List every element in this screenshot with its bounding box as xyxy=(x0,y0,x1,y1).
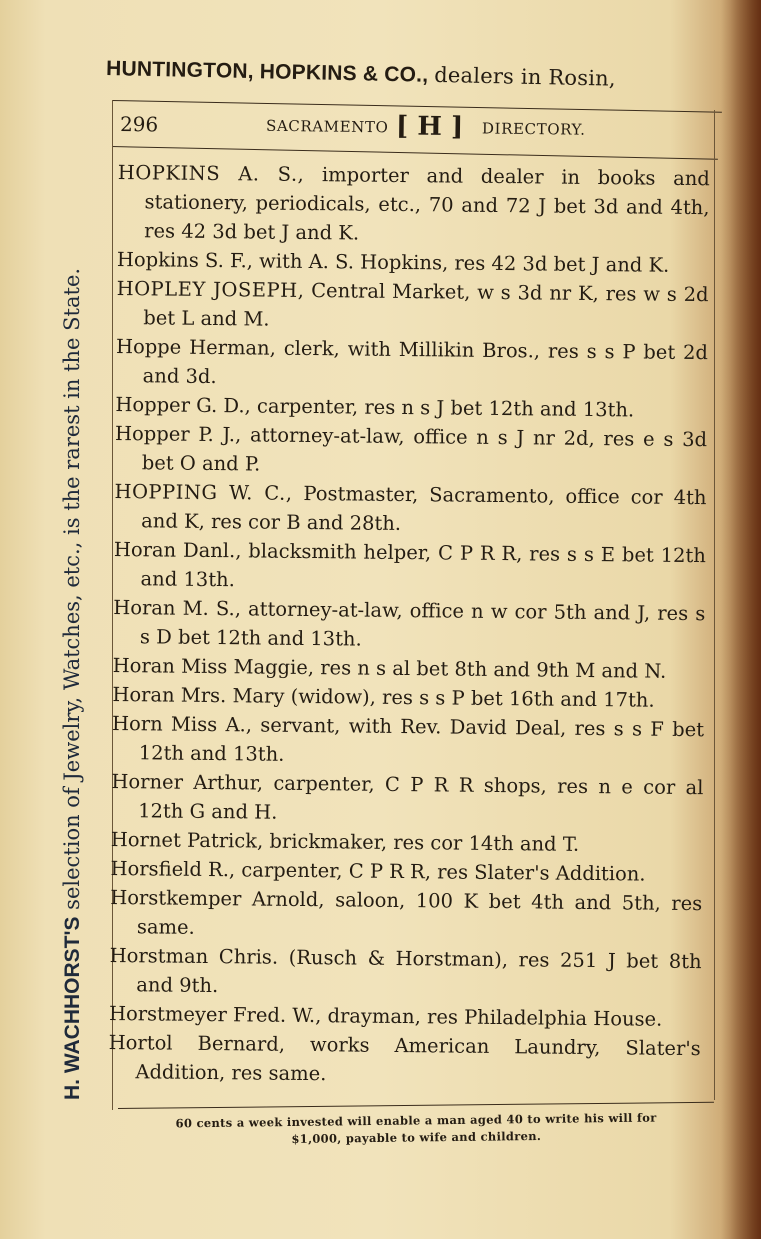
directory-entry xyxy=(117,158,710,251)
directory-entry xyxy=(110,883,703,947)
entry-text: attorney-at-law, office n w cor 5th and J, res s s D bet 12th and 13th. xyxy=(139,597,706,651)
entry-text: works American Laundry, Slater's Addition, res same. xyxy=(135,1032,701,1086)
entry-name: Hopkins S. F., xyxy=(116,247,254,273)
entry-text: carpenter, C P R R shops, res n e cor al 12th G and H. xyxy=(138,771,704,824)
entry-text: carpenter, res n s J bet 12th and 13th. xyxy=(250,394,635,422)
side-advert-name: H. WACHHORST'S xyxy=(61,916,84,1100)
directory-entries xyxy=(108,158,710,1104)
entry-text: brickmaker, res cor 14th and T. xyxy=(263,829,580,856)
entry-text: attorney-at-law, office n s J nr 2d, res e s 3d bet O and P. xyxy=(141,423,708,476)
entry-text: Central Market, w s 3d nr K, res w s 2d bet L and M. xyxy=(143,278,709,331)
entry-name: Hortol Bernard, xyxy=(108,1030,286,1056)
running-head-title: DIRECTORY. xyxy=(481,119,586,139)
side-advertisement xyxy=(60,110,100,1100)
directory-entry xyxy=(111,767,704,831)
directory-entry xyxy=(116,332,709,396)
entry-name: Hopper G. D., xyxy=(115,392,251,418)
right-vertical-rule xyxy=(714,110,715,1100)
entry-text: importer and dealer in books and stationery, periodicals, etc., 70 and 72 J bet 3d and 4th, res 42 3d bet J and K. xyxy=(144,162,710,245)
book-spine-shadow xyxy=(721,0,761,1239)
entry-text: res n s al bet 8th and 9th M and N. xyxy=(313,656,667,683)
entry-text: blacksmith helper, C P R R, res s s E bet 12th and 13th. xyxy=(140,539,706,592)
entry-name: Hornet Patrick, xyxy=(110,827,264,853)
entry-name: Horstman Chris. xyxy=(109,943,279,969)
entry-name: Horan Danl., xyxy=(113,537,242,563)
page-number: 296 xyxy=(119,112,159,137)
entry-name: Hopper P. J., xyxy=(114,421,242,447)
top-advert-tail: dealers in Rosin, xyxy=(434,62,617,91)
entry-text: saloon, 100 K bet 4th and 5th, res same. xyxy=(136,888,703,939)
entry-text: servant, with Rev. David Deal, res s s F bet 12th and 13th. xyxy=(138,713,705,766)
directory-entry xyxy=(112,709,705,773)
running-head xyxy=(120,108,720,151)
top-advert-firm: HUNTINGTON, HOPKINS & CO., xyxy=(105,57,429,87)
directory-entry xyxy=(113,593,706,657)
entry-name: Horn Miss A., xyxy=(111,711,253,737)
entry-name: Horstmeyer Fred. W., xyxy=(108,1001,322,1028)
directory-entry xyxy=(115,419,708,483)
entry-name: Hoppe Herman, xyxy=(115,334,277,360)
entry-text: drayman, res Philadelphia House. xyxy=(321,1004,663,1031)
directory-entry xyxy=(113,535,706,599)
entry-text: (Rusch & Horstman), res 251 J bet 8th and 9th. xyxy=(136,945,702,998)
entry-text: Postmaster, Sacramento, office cor 4th and K, res cor B and 28th. xyxy=(141,481,707,535)
entry-name: Horan M. S., xyxy=(113,595,242,621)
directory-entry xyxy=(114,477,707,541)
footer-line-1: 60 cents a week invested will enable a man aged 40 to write his will for xyxy=(175,1110,657,1131)
entry-name: Horsfield R., xyxy=(110,856,236,882)
entry-name: Horner Arthur, xyxy=(111,769,264,795)
directory-entry xyxy=(109,941,702,1005)
entry-text: carpenter, C P R R, res Slater's Addition. xyxy=(235,858,646,886)
entry-text: clerk, with Millikin Bros., res s s P bet 2d and 3d. xyxy=(142,336,709,389)
entry-name: Horan Miss Maggie, xyxy=(112,653,315,680)
entry-name: HOPPING W. C., xyxy=(114,479,293,505)
footer-advertisement xyxy=(126,1109,706,1156)
running-head-letter: [ H ] xyxy=(395,111,464,143)
entry-text: (widow), res s s P bet 16th and 17th. xyxy=(284,684,655,712)
directory-entry xyxy=(108,1028,701,1092)
directory-entry xyxy=(116,274,709,338)
entry-name: HOPKINS A. S., xyxy=(117,160,305,186)
entry-name: HOPLEY JOSEPH, xyxy=(116,276,305,302)
entry-name: Horstkemper Arnold, xyxy=(110,885,325,912)
entry-name: Horan Mrs. Mary xyxy=(112,682,285,708)
entry-text: with A. S. Hopkins, res 42 3d bet J and K. xyxy=(252,249,670,277)
side-advert-text: selection of Jewelry, Watches, etc., is the rarest in the State. xyxy=(60,267,84,910)
footer-line-2: $1,000, payable to wife and children. xyxy=(291,1128,542,1146)
running-head-city: SACRAMENTO xyxy=(265,116,389,137)
